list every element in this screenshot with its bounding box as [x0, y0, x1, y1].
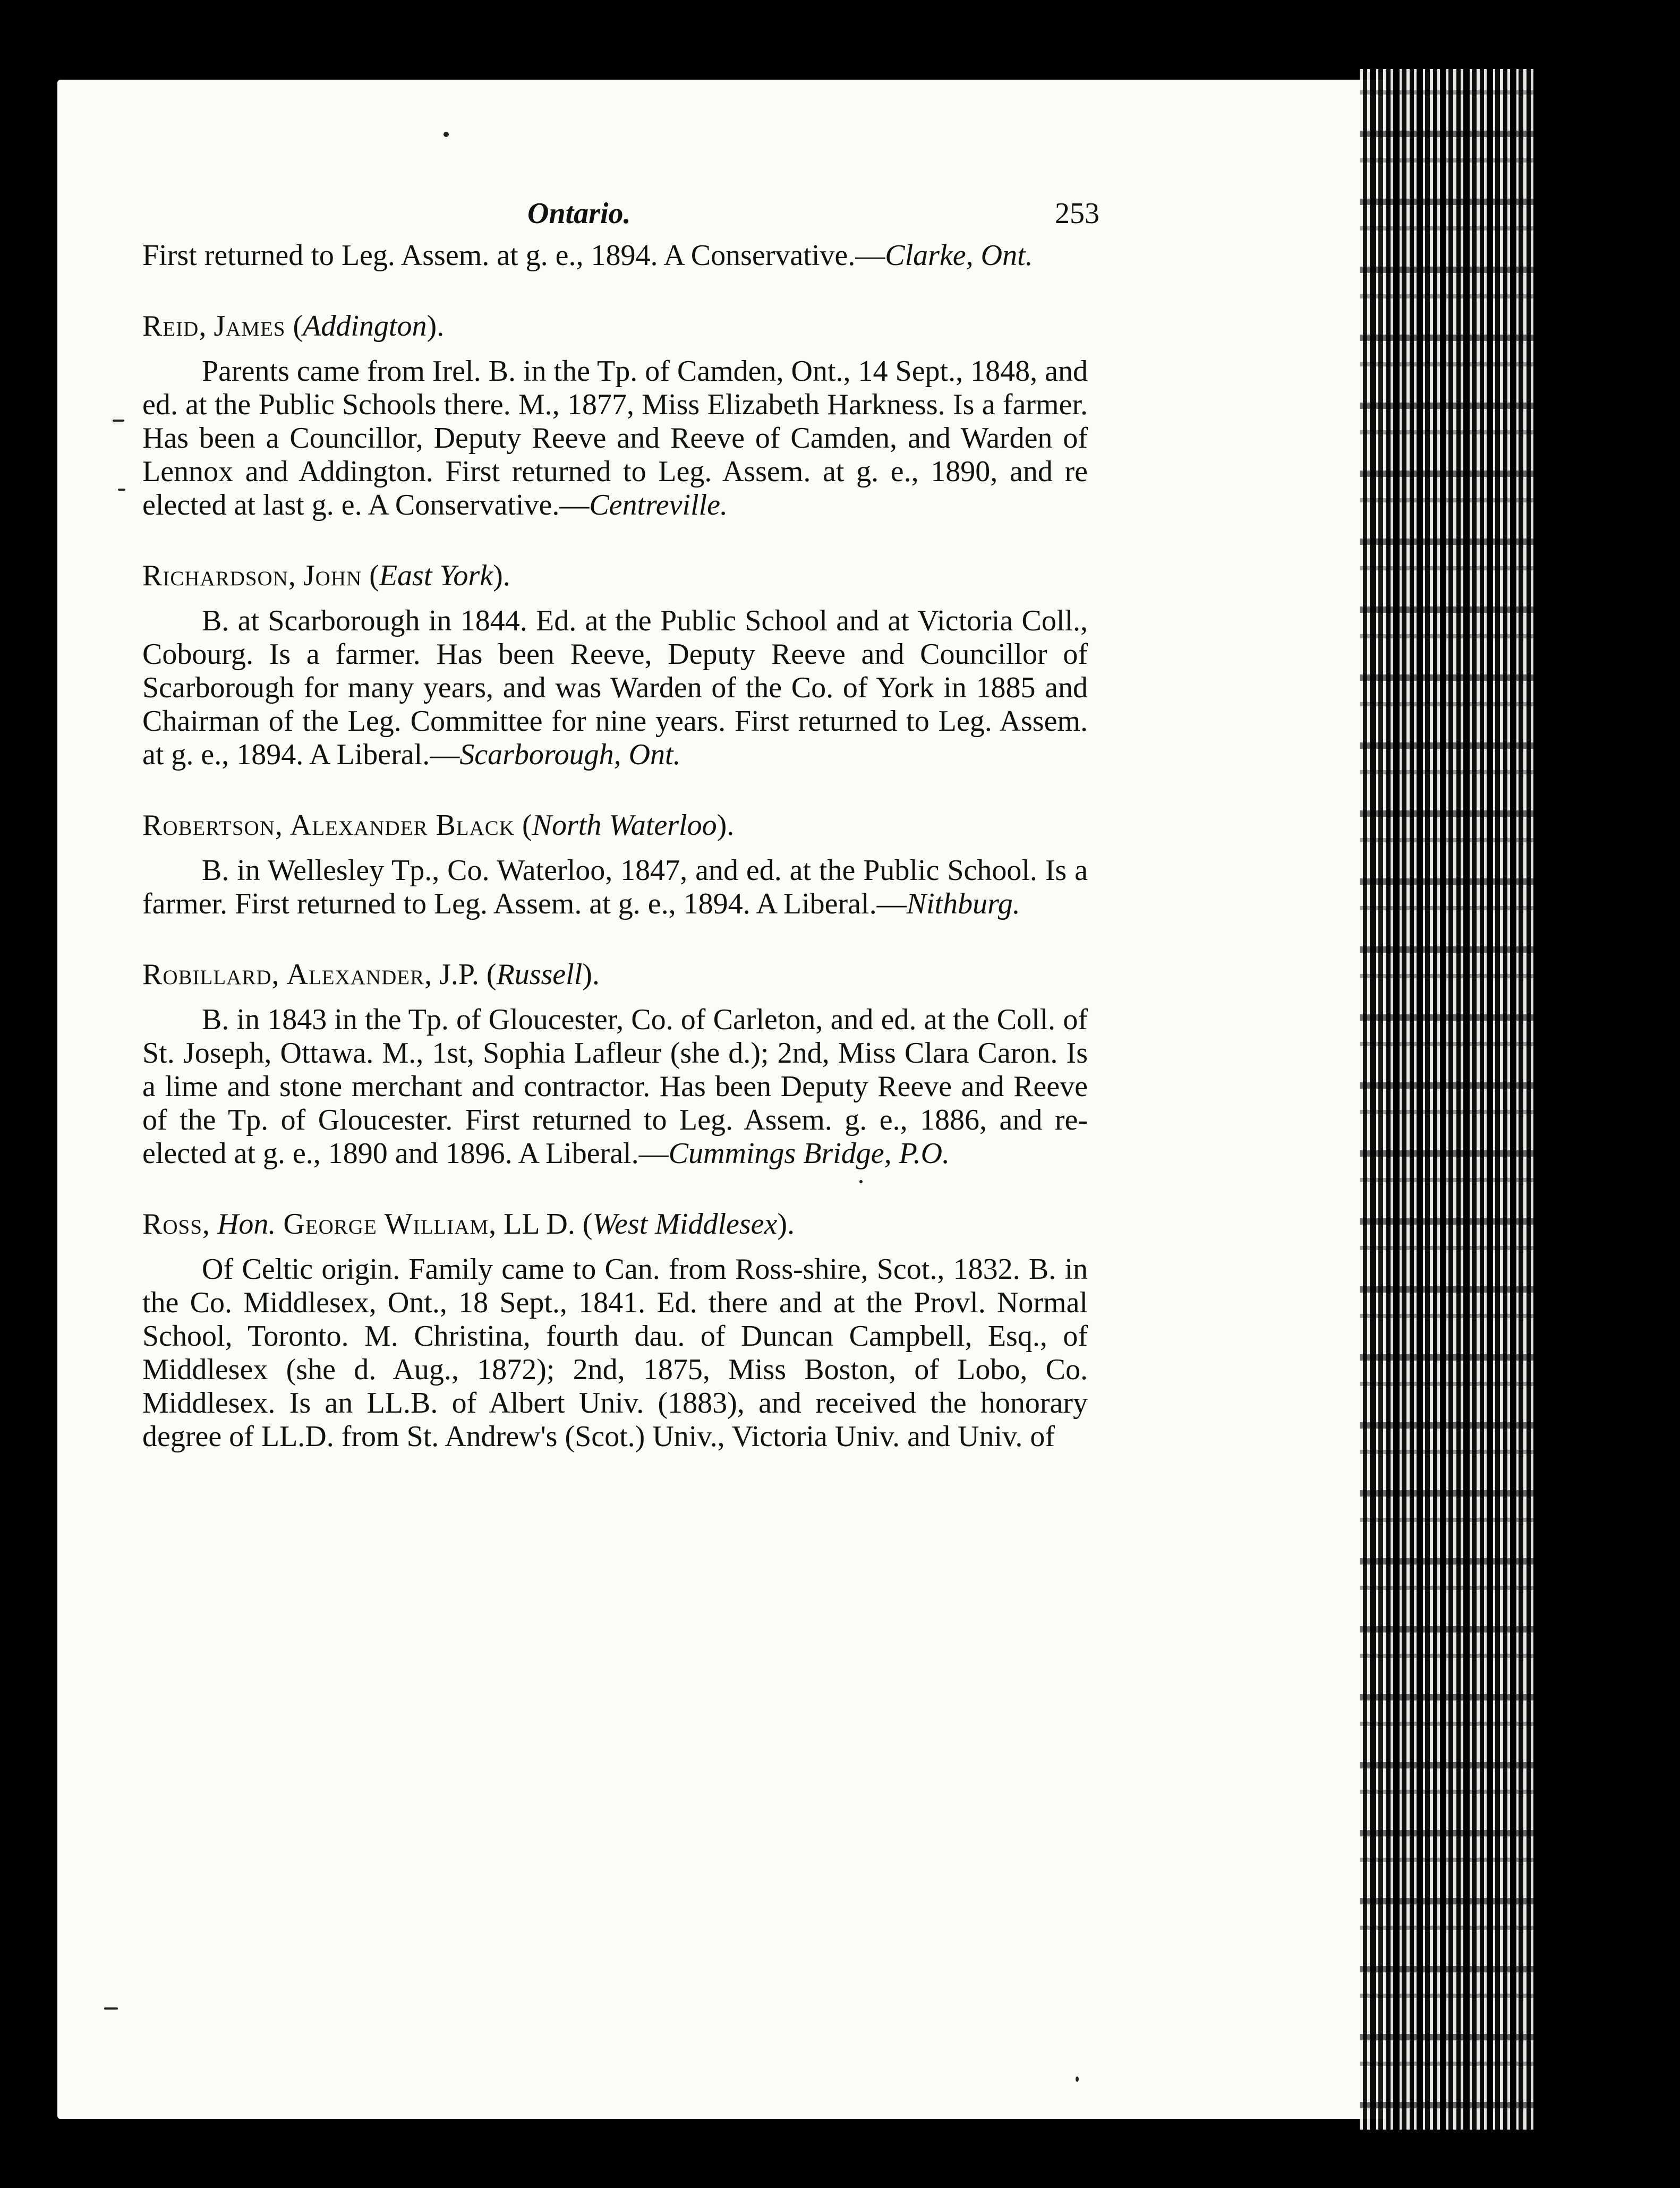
entry-heading: Robillard, Alexander, J.P. (Russell).: [142, 958, 600, 991]
entry-given-name: Alexander Black: [289, 809, 515, 842]
entry-surname: Robillard: [142, 958, 272, 991]
biography-entry: [142, 559, 1088, 772]
entry-riding: East York: [379, 559, 493, 592]
entry-suffix: J.P.: [439, 958, 479, 991]
entry-surname: Ross: [142, 1208, 202, 1241]
entry-body-text: B. in Wellesley Tp., Co. Waterloo, 1847, and ed. at the Public School. Is a farmer. First returned to Leg. Assem. at g. e., 1894. A Liberal.—: [142, 854, 1088, 920]
entry-given-name: Alexander: [286, 958, 425, 991]
entry-place: Cummings Bridge, P.O.: [668, 1137, 950, 1170]
entry-given-name: George William: [283, 1208, 489, 1241]
entry-prefix: Hon.: [217, 1208, 276, 1241]
entry-given-name: John: [303, 559, 362, 592]
biography-entry: [142, 809, 1088, 921]
entry-given-name: James: [214, 310, 286, 343]
entry-body-text: Of Celtic origin. Family came to Can. from Ross-shire, Scot., 1832. B. in the Co. Middlesex, Ont., 18 Sept., 1841. Ed. there and at the Provl. Normal School, Toronto. M. Christina, fourth dau. of Duncan Campbell, Esq., of Middlesex (she d. Aug., 1872); 2nd, 1875, Miss Boston, of Lobo, Co. Middlesex. Is an LL.B. of Albert Univ. (1883), and received the honorary degree of LL.D. from St. Andrew's (Scot.) Univ., Victoria Univ. and Univ. of: [142, 1253, 1088, 1453]
entry-surname: Reid: [142, 310, 199, 343]
entry-heading: Ross, Hon. George William, LL D. (West Middlesex).: [142, 1208, 795, 1241]
entry-riding: West Middlesex: [592, 1208, 778, 1241]
entry-place: Scarborough, Ont.: [459, 738, 681, 771]
running-head: [142, 191, 1099, 239]
entry-body: [142, 604, 1088, 772]
entry-surname: Richardson: [142, 559, 288, 592]
entry-place: Nithburg.: [906, 887, 1020, 920]
entry-body-text: B. in 1843 in the Tp. of Gloucester, Co. of Carleton, and ed. at the Coll. of St. Joseph, Ottawa. M., 1st, Sophia Lafleur (she d.); 2nd, Miss Clara Caron. Is a lime and stone merchant and contractor. Has been Deputy Reeve and Reeve of the Tp. of Gloucester. First returned to Leg. Assem. g. e., 1886, and re-elected at g. e., 1890 and 1896. A Liberal.—: [142, 1003, 1088, 1170]
continuation-text: First returned to Leg. Assem. at g. e., 1894. A Conservative.—: [142, 239, 885, 272]
entry-body: [142, 1003, 1088, 1170]
entry-heading: Robertson, Alexander Black (North Waterloo).: [142, 809, 735, 842]
page-number: 253: [1055, 197, 1099, 230]
entry-riding: North Waterloo: [532, 809, 717, 842]
entry-heading: Reid, James (Addington).: [142, 310, 445, 343]
entry-body: [142, 355, 1088, 522]
entry-body-text: Parents came from Irel. B. in the Tp. of Camden, Ont., 14 Sept., 1848, and ed. at the Public Schools there. M., 1877, Miss Elizabeth Harkness. Is a farmer. Has been a Councillor, Deputy Reeve and Reeve of Camden, and Warden of Lennox and Addington. First returned to Leg. Assem. at g. e., 1890, and re elected at last g. e. A Conservative.—: [142, 355, 1088, 522]
entry-riding: Addington: [303, 310, 427, 343]
section-title: Ontario.: [527, 197, 631, 230]
biography-entry: [142, 310, 1088, 522]
entry-body: [142, 1253, 1088, 1454]
entry-suffix: LL D.: [504, 1208, 575, 1241]
biography-entry: [142, 958, 1088, 1170]
biography-entry: [142, 1208, 1088, 1454]
entry-riding: Russell: [496, 958, 583, 991]
continuation-paragraph: [142, 239, 1088, 272]
entry-body: [142, 854, 1088, 921]
entry-surname: Robertson: [142, 809, 275, 842]
continuation-place: Clarke, Ont.: [885, 239, 1033, 272]
entry-body-text: B. at Scarborough in 1844. Ed. at the Public School and at Victoria Coll., Cobourg. Is a farmer. Has been Reeve, Deputy Reeve and Councillor of Scarborough for many years, and was Warden of the Co. of York in 1885 and Chairman of the Leg. Committee for nine years. First returned to Leg. Assem. at g. e., 1894. A Liberal.—: [142, 604, 1088, 771]
page-edge-shadow: [1360, 69, 1535, 2130]
text-column: [142, 191, 1099, 1454]
entry-place: Centreville.: [589, 489, 728, 522]
entry-heading: Richardson, John (East York).: [142, 559, 510, 592]
